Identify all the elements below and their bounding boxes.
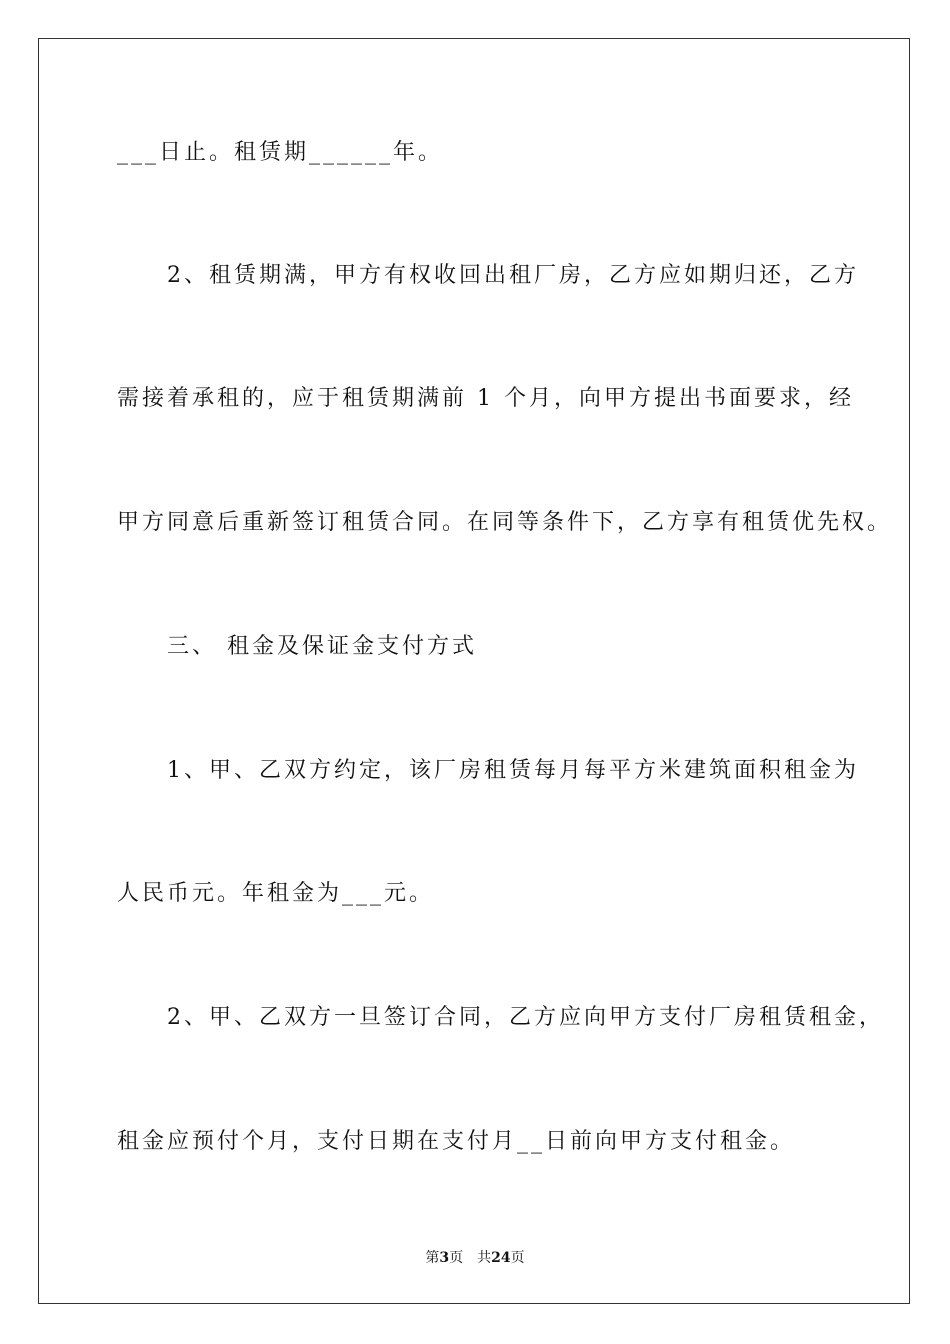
body-text-line: 需接着承租的，应于租赁期满前 1 个月，向甲方提出书面要求，经	[117, 386, 854, 411]
page-border	[38, 38, 910, 1304]
body-text-line: ___日止。租赁期______年。	[117, 140, 444, 165]
current-page-number: 3	[439, 1250, 450, 1266]
body-text-line: 1、甲、乙双方约定，该厂房租赁每月每平方米建筑面积租金为	[117, 758, 859, 783]
page-footer	[0, 1247, 950, 1267]
total-page-count: 24	[491, 1250, 511, 1266]
body-text-line: 人民币元。年租金为___元。	[117, 881, 435, 906]
page-mid: 页 共	[449, 1250, 492, 1266]
body-text-line: 2、租赁期满，甲方有权收回出租厂房，乙方应如期归还，乙方	[117, 263, 859, 288]
page-prefix: 第	[425, 1250, 440, 1266]
body-text-line: 租金应预付个月，支付日期在支付月__日前向甲方支付租金。	[117, 1129, 796, 1154]
section-heading: 三、 租金及保证金支付方式	[117, 634, 477, 659]
page-suffix: 页	[510, 1250, 525, 1266]
body-text-line: 2、甲、乙双方一旦签订合同，乙方应向甲方支付厂房租赁租金，	[117, 1005, 884, 1030]
body-text-line: 甲方同意后重新签订租赁合同。在同等条件下，乙方享有租赁优先权。	[117, 510, 893, 535]
